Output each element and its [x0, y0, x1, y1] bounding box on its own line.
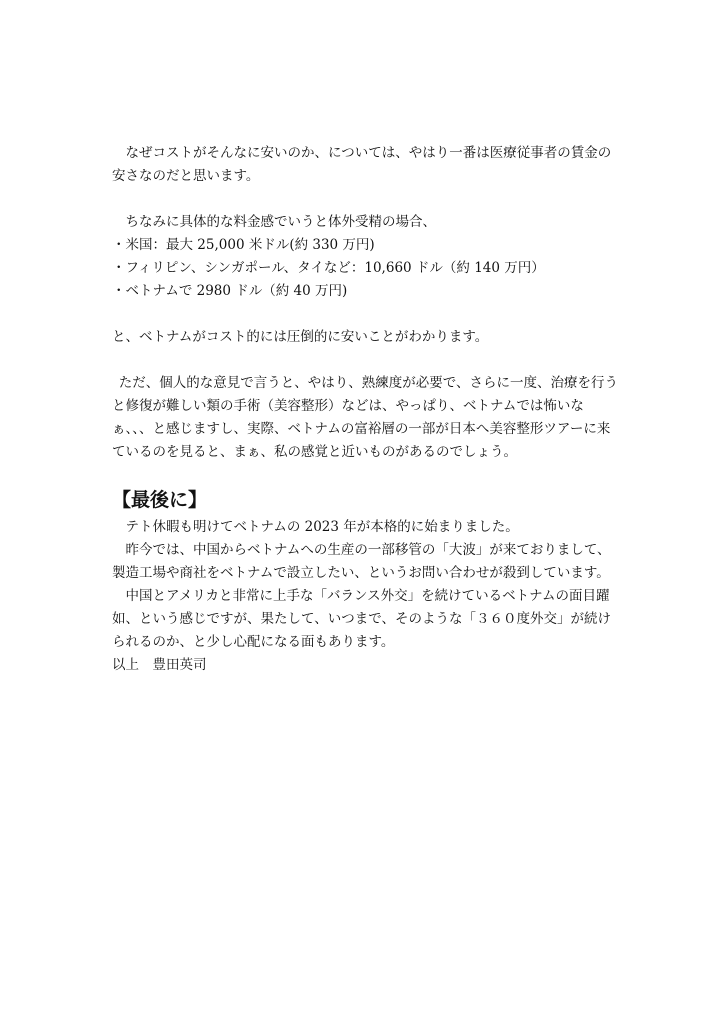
document-body [112, 142, 622, 677]
price-list-item-usa: ・米国：最大 25,000 米ドル(約 330 万円) [112, 237, 375, 253]
summary-paragraph: と、ベトナムがコスト的には圧倒的に安いことがわかります。 [112, 329, 489, 345]
price-list [112, 234, 622, 303]
closing-paragraph-tet: テト休暇も明けてベトナムの 2023 年が本格的に始まりました。 [125, 519, 519, 535]
opinion-paragraph: ただ、個人的な意見で言うと、やはり、熟練度が必要で、さらに一度、治療を行うと修復が難しい類の手術（美容整形）などは、やっぱり、ベトナムでは怖いなぁ、、、と感じますし、実際、ベトナムの富裕層の一部が日本へ美容整形ツアーに来ているのを見ると、まぁ、私の感覚と近いものがあるのでしょう。 [112, 375, 618, 460]
intro-paragraph-cost-reason: なぜコストがそんなに安いのか、については、やはり一番は医療従事者の賃金の安さなのだと思います。 [112, 145, 612, 184]
closing-paragraph-inquiries: 昨今では、中国からベトナムへの生産の一部移管の「大波」が来ておりまして、製造工場や商社をベトナムで設立したい、というお問い合わせが殺到しています。 [112, 542, 611, 581]
section-heading-finally: 【最後に】 [112, 489, 208, 511]
price-list-item-vietnam: ・ベトナムで 2980 ドル（約 40 万円) [112, 283, 348, 299]
signature: 以上 豊田英司 [112, 657, 207, 673]
price-list-item-sea: ・フィリピン、シンガポール、タイなど：10,660 ドル（約 140 万円） [112, 260, 545, 276]
intro-paragraph-price-lead: ちなみに具体的な料金感でいうと体外受精の場合、 [125, 214, 436, 230]
closing-paragraph-diplomacy: 中国とアメリカと非常に上手な「バランス外交」を続けているベトナムの面目躍如、という感じですが、果たして、いつまで、そのような「３６０度外交」が続けられるのか、と少し心配になる面もあります。 [112, 588, 611, 650]
